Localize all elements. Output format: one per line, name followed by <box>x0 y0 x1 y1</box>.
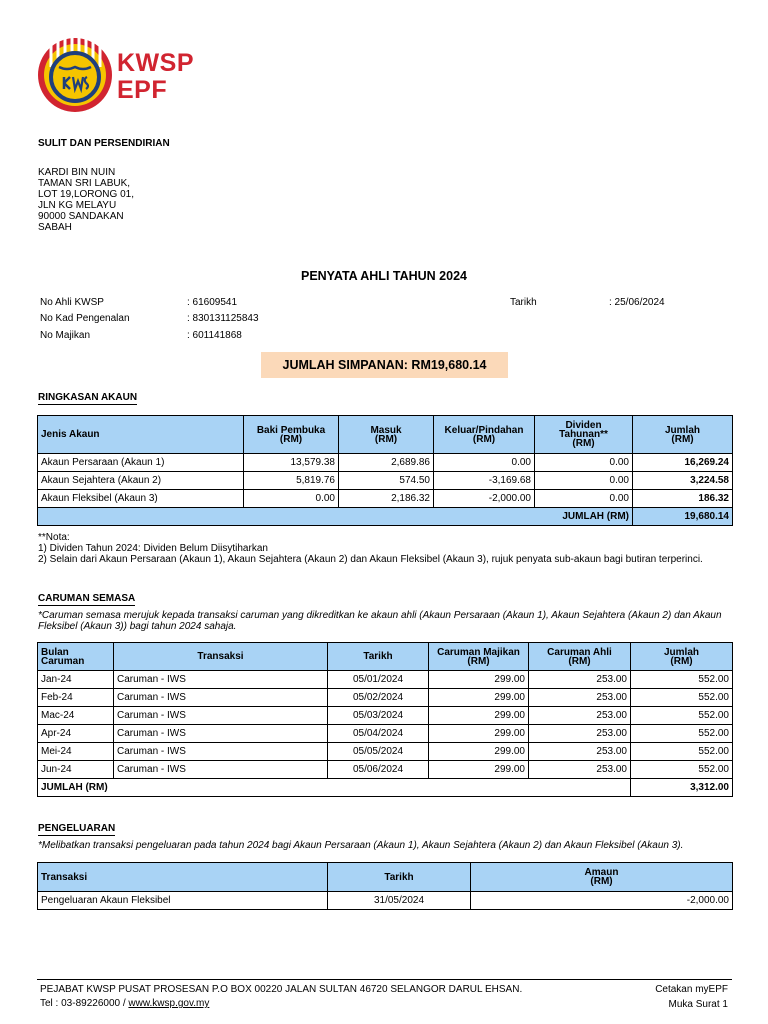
col-header-opening: Baki Pembuka (RM) <box>244 416 339 454</box>
contributions-note: *Caruman semasa merujuk kepada transaksi caruman yang dikreditkan ke akaun ahli (Akaun Persaraan (Akaun 1), Akaun Sejahtera (Akaun 2) dan Akaun Fleksibel (Akaun 3)) bagi tahun 2024 sahaja. <box>38 610 722 632</box>
address-line: JLN KG MELAYU <box>38 200 117 211</box>
account-summary-title: RINGKASAN AKAUN <box>38 392 138 403</box>
transaction: Caruman - IWS <box>114 671 328 689</box>
col-header-dividend: Dividen Tahunan** (RM) <box>535 416 633 454</box>
date: 05/03/2024 <box>328 707 429 725</box>
col-header-out: Keluar/Pindahan (RM) <box>434 416 535 454</box>
note-item: 1) Dividen Tahun 2024: Dividen Belum Diisytiharkan <box>38 543 268 554</box>
amount-in: 574.50 <box>339 472 434 490</box>
total-value: 3,312.00 <box>631 779 733 797</box>
row-total: 3,224.58 <box>633 472 733 490</box>
contributions-table <box>37 642 733 797</box>
kwsp-logo <box>37 37 197 115</box>
footer-tel: Tel : 03-89226000 / <box>40 998 129 1009</box>
contributions-title: CARUMAN SEMASA <box>38 593 136 604</box>
col-header-member: Caruman Ahli (RM) <box>529 643 631 671</box>
col-header-date: Tarikh <box>328 863 471 892</box>
date-value: : 25/06/2024 <box>609 297 665 308</box>
member-address <box>38 167 134 233</box>
table-row <box>38 671 733 689</box>
col-header-type: Jenis Akaun <box>38 416 244 454</box>
member-no-value: : 61609541 <box>187 297 238 308</box>
transaction: Caruman - IWS <box>114 689 328 707</box>
address-line: KARDI BIN NUIN <box>38 167 116 178</box>
table-header-row <box>38 416 733 454</box>
row-total: 552.00 <box>631 671 733 689</box>
employer-contribution: 299.00 <box>429 689 529 707</box>
employer-contribution: 299.00 <box>429 707 529 725</box>
opening-balance: 5,819.76 <box>244 472 339 490</box>
table-total-row <box>38 779 733 797</box>
ic-value: : 830131125843 <box>187 313 259 324</box>
row-total: 16,269.24 <box>633 454 733 472</box>
dividend: 0.00 <box>535 490 633 508</box>
row-total: 552.00 <box>631 689 733 707</box>
transaction: Caruman - IWS <box>114 743 328 761</box>
account-type: Akaun Persaraan (Akaun 1) <box>38 454 244 472</box>
footer-address: PEJABAT KWSP PUSAT PROSESAN P.O BOX 00220 JALAN SULTAN 46720 SELANGOR DARUL EHSAN. <box>40 984 523 995</box>
row-total: 552.00 <box>631 707 733 725</box>
col-header-total: Jumlah (RM) <box>633 416 733 454</box>
total-savings-banner: JUMLAH SIMPANAN: RM19,680.14 <box>261 352 508 378</box>
dividend: 0.00 <box>535 454 633 472</box>
col-header-employer: Caruman Majikan (RM) <box>429 643 529 671</box>
employer-contribution: 299.00 <box>429 761 529 779</box>
col-header-in: Masuk (RM) <box>339 416 434 454</box>
total-label: JUMLAH (RM) <box>38 779 631 797</box>
col-header-transaction: Transaksi <box>114 643 328 671</box>
employer-contribution: 299.00 <box>429 725 529 743</box>
date: 05/04/2024 <box>328 725 429 743</box>
withdrawals-title: PENGELUARAN <box>38 823 116 834</box>
date: 31/05/2024 <box>328 892 471 910</box>
total-value: 19,680.14 <box>633 508 733 526</box>
transaction: Caruman - IWS <box>114 725 328 743</box>
withdrawals-table <box>37 862 733 910</box>
col-header-month: Bulan Caruman <box>38 643 114 671</box>
opening-balance: 13,579.38 <box>244 454 339 472</box>
employer-label: No Majikan <box>40 330 91 341</box>
table-row <box>38 743 733 761</box>
total-label: JUMLAH (RM) <box>38 508 633 526</box>
table-row <box>38 689 733 707</box>
month: Mei-24 <box>38 743 114 761</box>
amount-in: 2,186.32 <box>339 490 434 508</box>
notes-heading: **Nota: <box>38 532 70 543</box>
account-summary-table <box>37 415 733 526</box>
table-row <box>38 490 733 508</box>
amount-out: -3,169.68 <box>434 472 535 490</box>
member-contribution: 253.00 <box>529 671 631 689</box>
dividend: 0.00 <box>535 472 633 490</box>
opening-balance: 0.00 <box>244 490 339 508</box>
member-contribution: 253.00 <box>529 707 631 725</box>
table-row <box>38 707 733 725</box>
transaction: Pengeluaran Akaun Fleksibel <box>38 892 328 910</box>
table-row <box>38 725 733 743</box>
row-total: 552.00 <box>631 743 733 761</box>
table-row <box>38 454 733 472</box>
date: 05/01/2024 <box>328 671 429 689</box>
member-no-label: No Ahli KWSP <box>40 297 104 308</box>
employer-value: : 601141868 <box>187 330 242 341</box>
date: 05/06/2024 <box>328 761 429 779</box>
transaction: Caruman - IWS <box>114 707 328 725</box>
employer-contribution: 299.00 <box>429 743 529 761</box>
address-line: 90000 SANDAKAN <box>38 211 124 222</box>
withdrawals-note: *Melibatkan transaksi pengeluaran pada tahun 2024 bagi Akaun Persaraan (Akaun 1), Akaun Sejahtera (Akaun 2) dan Akaun Fleksibel (Akaun 3). <box>38 840 684 851</box>
row-total: 186.32 <box>633 490 733 508</box>
col-header-transaction: Transaksi <box>38 863 328 892</box>
table-header-row <box>38 643 733 671</box>
amount-in: 2,689.86 <box>339 454 434 472</box>
table-row <box>38 472 733 490</box>
footer-contact <box>40 998 209 1009</box>
brand-kwsp: KWSP <box>117 49 194 77</box>
transaction: Caruman - IWS <box>114 761 328 779</box>
col-header-date: Tarikh <box>328 643 429 671</box>
amount-out: -2,000.00 <box>434 490 535 508</box>
date: 05/02/2024 <box>328 689 429 707</box>
member-contribution: 253.00 <box>529 761 631 779</box>
table-total-row <box>38 508 733 526</box>
print-label: Cetakan myEPF <box>655 984 728 995</box>
month: Jan-24 <box>38 671 114 689</box>
notes <box>38 532 703 565</box>
address-line: SABAH <box>38 222 72 233</box>
address-line: TAMAN SRI LABUK, <box>38 178 131 189</box>
brand-epf: EPF <box>117 76 168 104</box>
confidential-label: SULIT DAN PERSENDIRIAN <box>38 138 170 149</box>
table-header-row <box>38 863 733 892</box>
page-number: Muka Surat 1 <box>668 999 728 1010</box>
date-label: Tarikh <box>510 297 537 308</box>
month: Mac-24 <box>38 707 114 725</box>
address-line: LOT 19,LORONG 01, <box>38 189 134 200</box>
row-total: 552.00 <box>631 725 733 743</box>
month: Jun-24 <box>38 761 114 779</box>
amount-out: 0.00 <box>434 454 535 472</box>
month: Apr-24 <box>38 725 114 743</box>
col-header-amount: Amaun (RM) <box>471 863 733 892</box>
kwsp-emblem-icon <box>37 37 115 115</box>
member-contribution: 253.00 <box>529 725 631 743</box>
employer-contribution: 299.00 <box>429 671 529 689</box>
table-row <box>38 761 733 779</box>
note-item: 2) Selain dari Akaun Persaraan (Akaun 1), Akaun Sejahtera (Akaun 2) dan Akaun Fleksibel (Akaun 3), rujuk penyata sub-akaun bagi butiran terperinci. <box>38 554 703 565</box>
table-row <box>38 892 733 910</box>
member-contribution: 253.00 <box>529 689 631 707</box>
col-header-total: Jumlah (RM) <box>631 643 733 671</box>
member-contribution: 253.00 <box>529 743 631 761</box>
amount: -2,000.00 <box>471 892 733 910</box>
date: 05/05/2024 <box>328 743 429 761</box>
ic-label: No Kad Pengenalan <box>40 313 130 324</box>
statement-title: PENYATA AHLI TAHUN 2024 <box>300 269 467 283</box>
account-type: Akaun Sejahtera (Akaun 2) <box>38 472 244 490</box>
footer-divider <box>37 979 732 980</box>
account-type: Akaun Fleksibel (Akaun 3) <box>38 490 244 508</box>
row-total: 552.00 <box>631 761 733 779</box>
month: Feb-24 <box>38 689 114 707</box>
website-link[interactable]: www.kwsp.gov.my <box>128 998 210 1009</box>
